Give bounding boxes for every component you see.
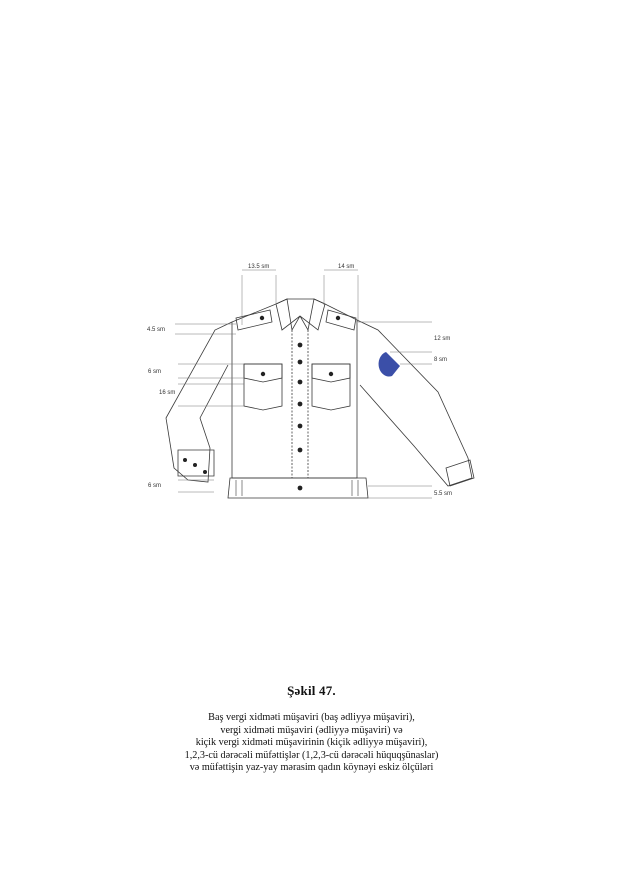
placket-button (298, 424, 303, 429)
caption-line: kiçik vergi xidməti müşavirinin (kiçik ədliyyə müşaviri), (195, 737, 428, 749)
dim-pocket-depth: 16 sm (159, 390, 176, 396)
collar (276, 299, 325, 330)
epaulette-right (326, 310, 356, 330)
placket-button (298, 448, 303, 453)
epaulette-button (336, 316, 340, 320)
dim-epaulette: 4.5 sm (147, 327, 166, 333)
placket-button (298, 360, 303, 365)
placket-button (298, 402, 303, 407)
caption-line: 1,2,3-cü dərəcəli müfəttişlər (1,2,3-cü dərəcəli hüquqşünaslar) (184, 749, 439, 761)
dim-shoulder-left: 13.5 sm (248, 264, 270, 270)
dim-cuff: 6 sm (148, 483, 162, 489)
dim-shoulder-right: 14 sm (338, 264, 355, 270)
dim-emblem-offset: 12 sm (434, 336, 451, 342)
placket-button (298, 343, 303, 348)
left-sleeve (166, 322, 232, 482)
caption-line: Baş vergi xidməti müşaviri (baş ədliyyə müşaviri), (208, 712, 415, 723)
dim-waistband: 5.5 sm (434, 491, 453, 497)
pocket-left (244, 364, 282, 410)
figure-caption (0, 712, 623, 775)
dim-pocket-flap: 6 sm (148, 369, 162, 375)
caption-line: və müfəttişin yaz-yay mərasim qadın köynəyi eskiz ölçüləri (189, 762, 434, 774)
pocket-right (312, 364, 350, 410)
epaulette-button (260, 316, 264, 320)
placket-button (298, 486, 303, 491)
dim-emblem-size: 8 sm (434, 357, 448, 363)
cuff-button (183, 458, 187, 462)
pocket-button (329, 372, 333, 376)
caption-line: vergi xidməti müşaviri (ədliyyə müşaviri) və (220, 724, 403, 736)
placket-button (298, 380, 303, 385)
cuff-button (203, 470, 207, 474)
figure-title: Şəkil 47. (287, 683, 336, 698)
sleeve-emblem (379, 352, 400, 377)
right-sleeve (357, 320, 472, 486)
cuff-button (193, 463, 197, 467)
pocket-button (261, 372, 265, 376)
